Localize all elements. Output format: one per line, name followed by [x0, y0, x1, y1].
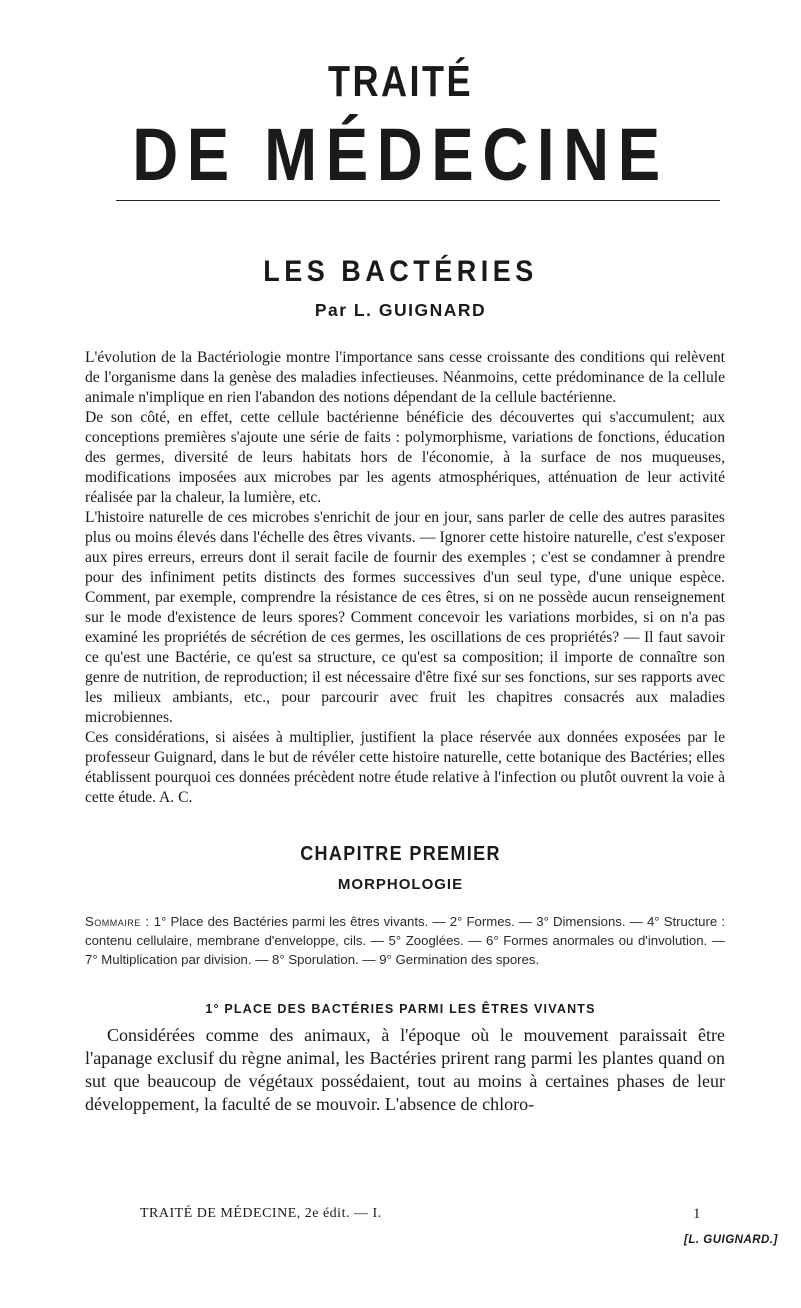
author-line: Par L. GUIGNARD: [314, 300, 487, 320]
author-signature: [L. GUIGNARD.]: [684, 1234, 778, 1246]
introduction: [85, 348, 725, 808]
summary-text: 1° Place des Bactéries parmi les êtres vivants. — 2° Formes. — 3° Dimensions. — 4° Structure : contenu cellulaire, membrane d'enveloppe, cils. — 5° Zooglées. — 6° Formes anormales ou d'involution. — 7° Multiplication par division. — 8° Sporulation. — 9° Germination des spores.: [85, 914, 725, 967]
series-title-main: DE MÉDECINE: [132, 113, 669, 196]
summary-label: Sommaire :: [85, 914, 150, 929]
body-text: [85, 1024, 725, 1116]
intro-paragraph: L'évolution de la Bactériologie montre l'importance sans cesse croissante des conditions qui relèvent de l'organisme dans la genèse des maladies infectieuses. Néanmoins, cette prédominance de la cellule animale n'implique en rien l'abandon des notions dépendant de la cellule bactérienne.: [85, 349, 725, 406]
series-title-top: TRAITÉ: [327, 57, 474, 106]
intro-paragraph: L'histoire naturelle de ces microbes s'enrichit de jour en jour, sans parler de celle des autres parasites plus ou moins élevés dans l'échelle des êtres vivants. — Ignorer cette histoire naturelle, c'est s'exposer aux pires erreurs, erreurs dont il serait facile de fournir des exemples ; c'est se condamner à prendre pour des infiniment petits distincts des formes successives d'un seul type, d'une unique espèce. Comment, par exemple, comprendre la résistance de ces êtres, si on ne possède aucun renseignement sur le mode d'existence de leurs spores? Comment concevoir les variations morbides, si on n'a pas examiné les propriétés de sécrétion de ces germes, les oscillations de ces propriétés? — Il faut savoir ce qu'est une Bactérie, ce qu'est sa structure, ce qu'est sa composition; il importe de connaître son genre de nutrition, de reproduction; il est nécessaire d'être fixé sur ses fonctions, sur ses rapports avec les milieux ambiants, etc., pour parcourir avec fruit les chapitres consacrés aux maladies microbiennes.: [85, 509, 725, 726]
title-rule: [116, 200, 720, 201]
running-footer: TRAITÉ DE MÉDECINE, 2e édit. — I.: [140, 1206, 382, 1221]
chapter-subtitle: MORPHOLOGIE: [337, 876, 464, 893]
section-heading: 1° PLACE DES BACTÉRIES PARMI LES ÊTRES VIVANTS: [205, 1002, 596, 1016]
page-number: 1: [693, 1206, 701, 1222]
body-paragraph: Considérées comme des animaux, à l'époque où le mouvement paraissait être l'apanage exclusif du règne animal, les Bactéries prirent rang parmi les plantes quand on sut que beaucoup de végétaux possédaient, tout au moins à certaines phases de leur développement, la faculté de se mouvoir. L'absence de chloro-: [85, 1025, 725, 1114]
intro-paragraph: De son côté, en effet, cette cellule bactérienne bénéficie des découvertes qui s'accumulent; aux conceptions premières s'ajoute une série de faits : polymorphisme, variations de fonctions, éducation des germes, diversité de leurs habitats hors de l'économie, à la surface de nos muqueuses, modifications imposées aux microbes par les agents atmosphériques, atténuation de leur activité réalisée par la chaleur, la lumière, etc.: [85, 409, 725, 506]
intro-paragraph: Ces considérations, si aisées à multiplier, justifient la place réservée aux données exposées par le professeur Guignard, dans le but de révéler cette histoire naturelle, cette botanique des Bactéries; elles établissent pourquoi ces données précèdent notre étude relative à l'infection ou plutôt ouvrent la voie à cette étude. A. C.: [85, 729, 725, 806]
chapter-title: CHAPITRE PREMIER: [300, 843, 501, 865]
chapter-summary: [85, 912, 725, 969]
part-title: LES BACTÉRIES: [263, 255, 538, 288]
